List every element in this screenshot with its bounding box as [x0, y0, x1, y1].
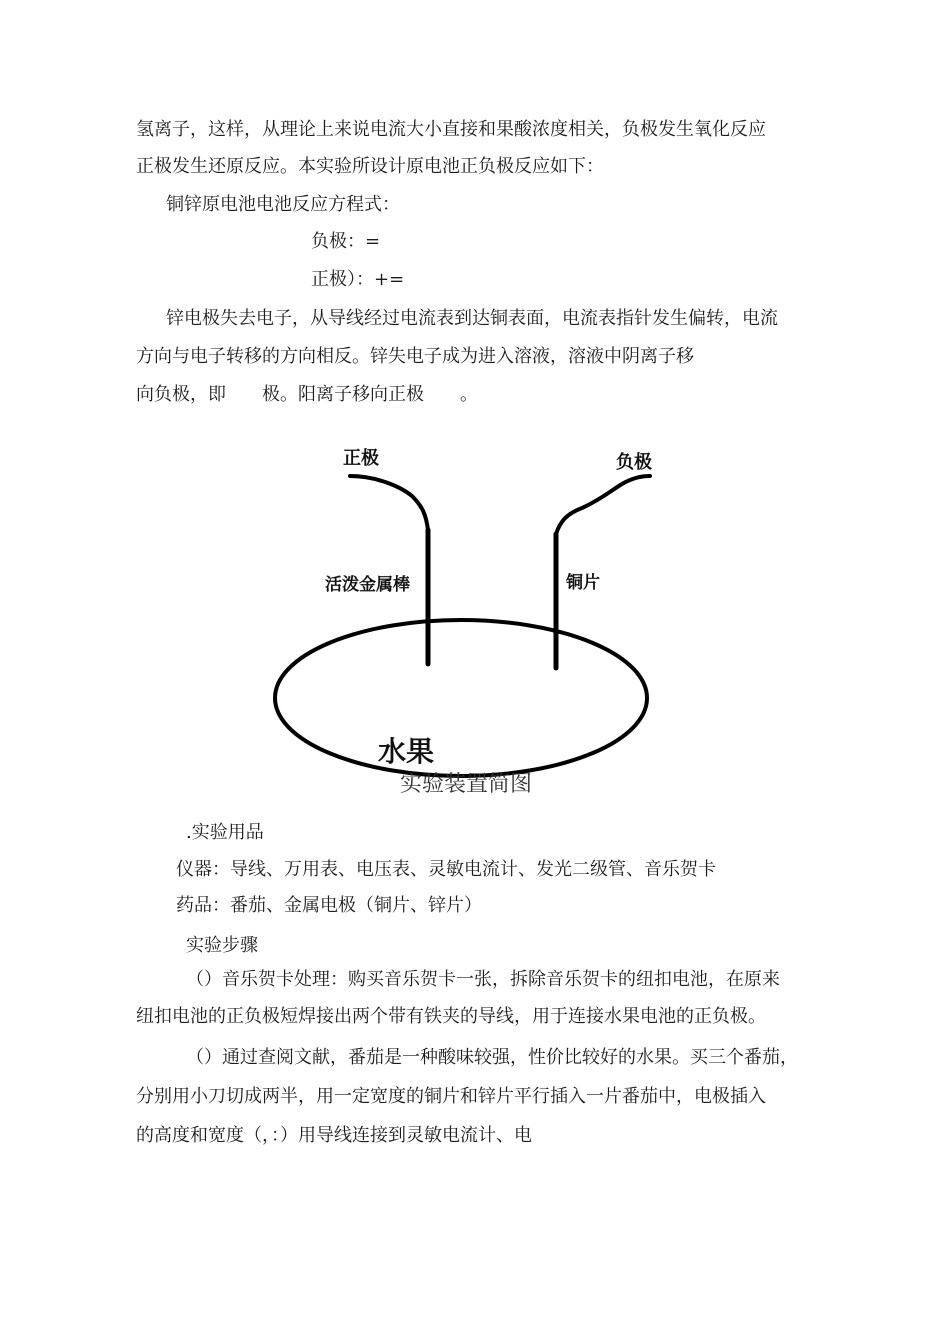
section-heading-steps: 实验步骤 — [186, 935, 258, 956]
label-fruit: 水果 — [378, 735, 435, 768]
label-positive: 正极 — [343, 448, 379, 469]
instruments-list: 仪器：导线、万用表、电压表、灵敏电流计、发光二级管、音乐贺卡 — [176, 859, 716, 880]
label-active-metal: 活泼金属棒 — [325, 575, 410, 595]
negative-wire — [556, 476, 650, 534]
step-line: 的高度和宽度（，：）用导线连接到灵敏电流计、电 — [136, 1125, 532, 1146]
paragraph-line: 向负极，即 极。阳离子移向正极 。 — [136, 384, 478, 405]
paragraph-line: 氢离子，这样，从理论上来说电流大小直接和果酸浓度相关，负极发生氧化反应 — [136, 119, 766, 140]
label-copper: 铜片 — [566, 573, 600, 593]
step-line: （）通过查阅文献，番茄是一种酸味较强，性价比较好的水果。买三个番茄， — [186, 1047, 798, 1068]
paragraph-line: 正极发生还原反应。本实验所设计原电池正负极反应如下： — [136, 156, 604, 177]
section-heading-materials: .实验用品 — [186, 822, 264, 843]
paragraph-line: 铜锌原电池电池反应方程式： — [166, 194, 400, 215]
step-line: （）音乐贺卡处理：购买音乐贺卡一张，拆除音乐贺卡的纽扣电池，在原来 — [186, 969, 780, 990]
paragraph-line: 锌电极失去电子，从导线经过电流表到达铜表面，电流表指针发生偏转，电流 — [166, 308, 778, 329]
positive-wire — [350, 476, 428, 530]
reagents-list: 药品：番茄、金属电极（铜片、锌片） — [176, 895, 482, 916]
diagram-caption: 实验装置简图 — [400, 772, 533, 797]
fruit-ellipse — [275, 620, 647, 776]
apparatus-drawing — [260, 430, 680, 800]
step-line: 纽扣电池的正负极短焊接出两个带有铁夹的导线，用于连接水果电池的正负极。 — [136, 1006, 766, 1027]
equation-negative: 负极：= — [311, 231, 381, 252]
equation-positive: 正极）：+= — [311, 269, 405, 290]
paragraph-line: 方向与电子转移的方向相反。锌失电子成为进入溶液，溶液中阴离子移 — [136, 346, 694, 367]
step-line: 分别用小刀切成两半，用一定宽度的铜片和锌片平行插入一片番茄中，电极插入 — [136, 1086, 766, 1107]
label-negative: 负极 — [616, 452, 652, 473]
apparatus-diagram — [260, 430, 680, 800]
